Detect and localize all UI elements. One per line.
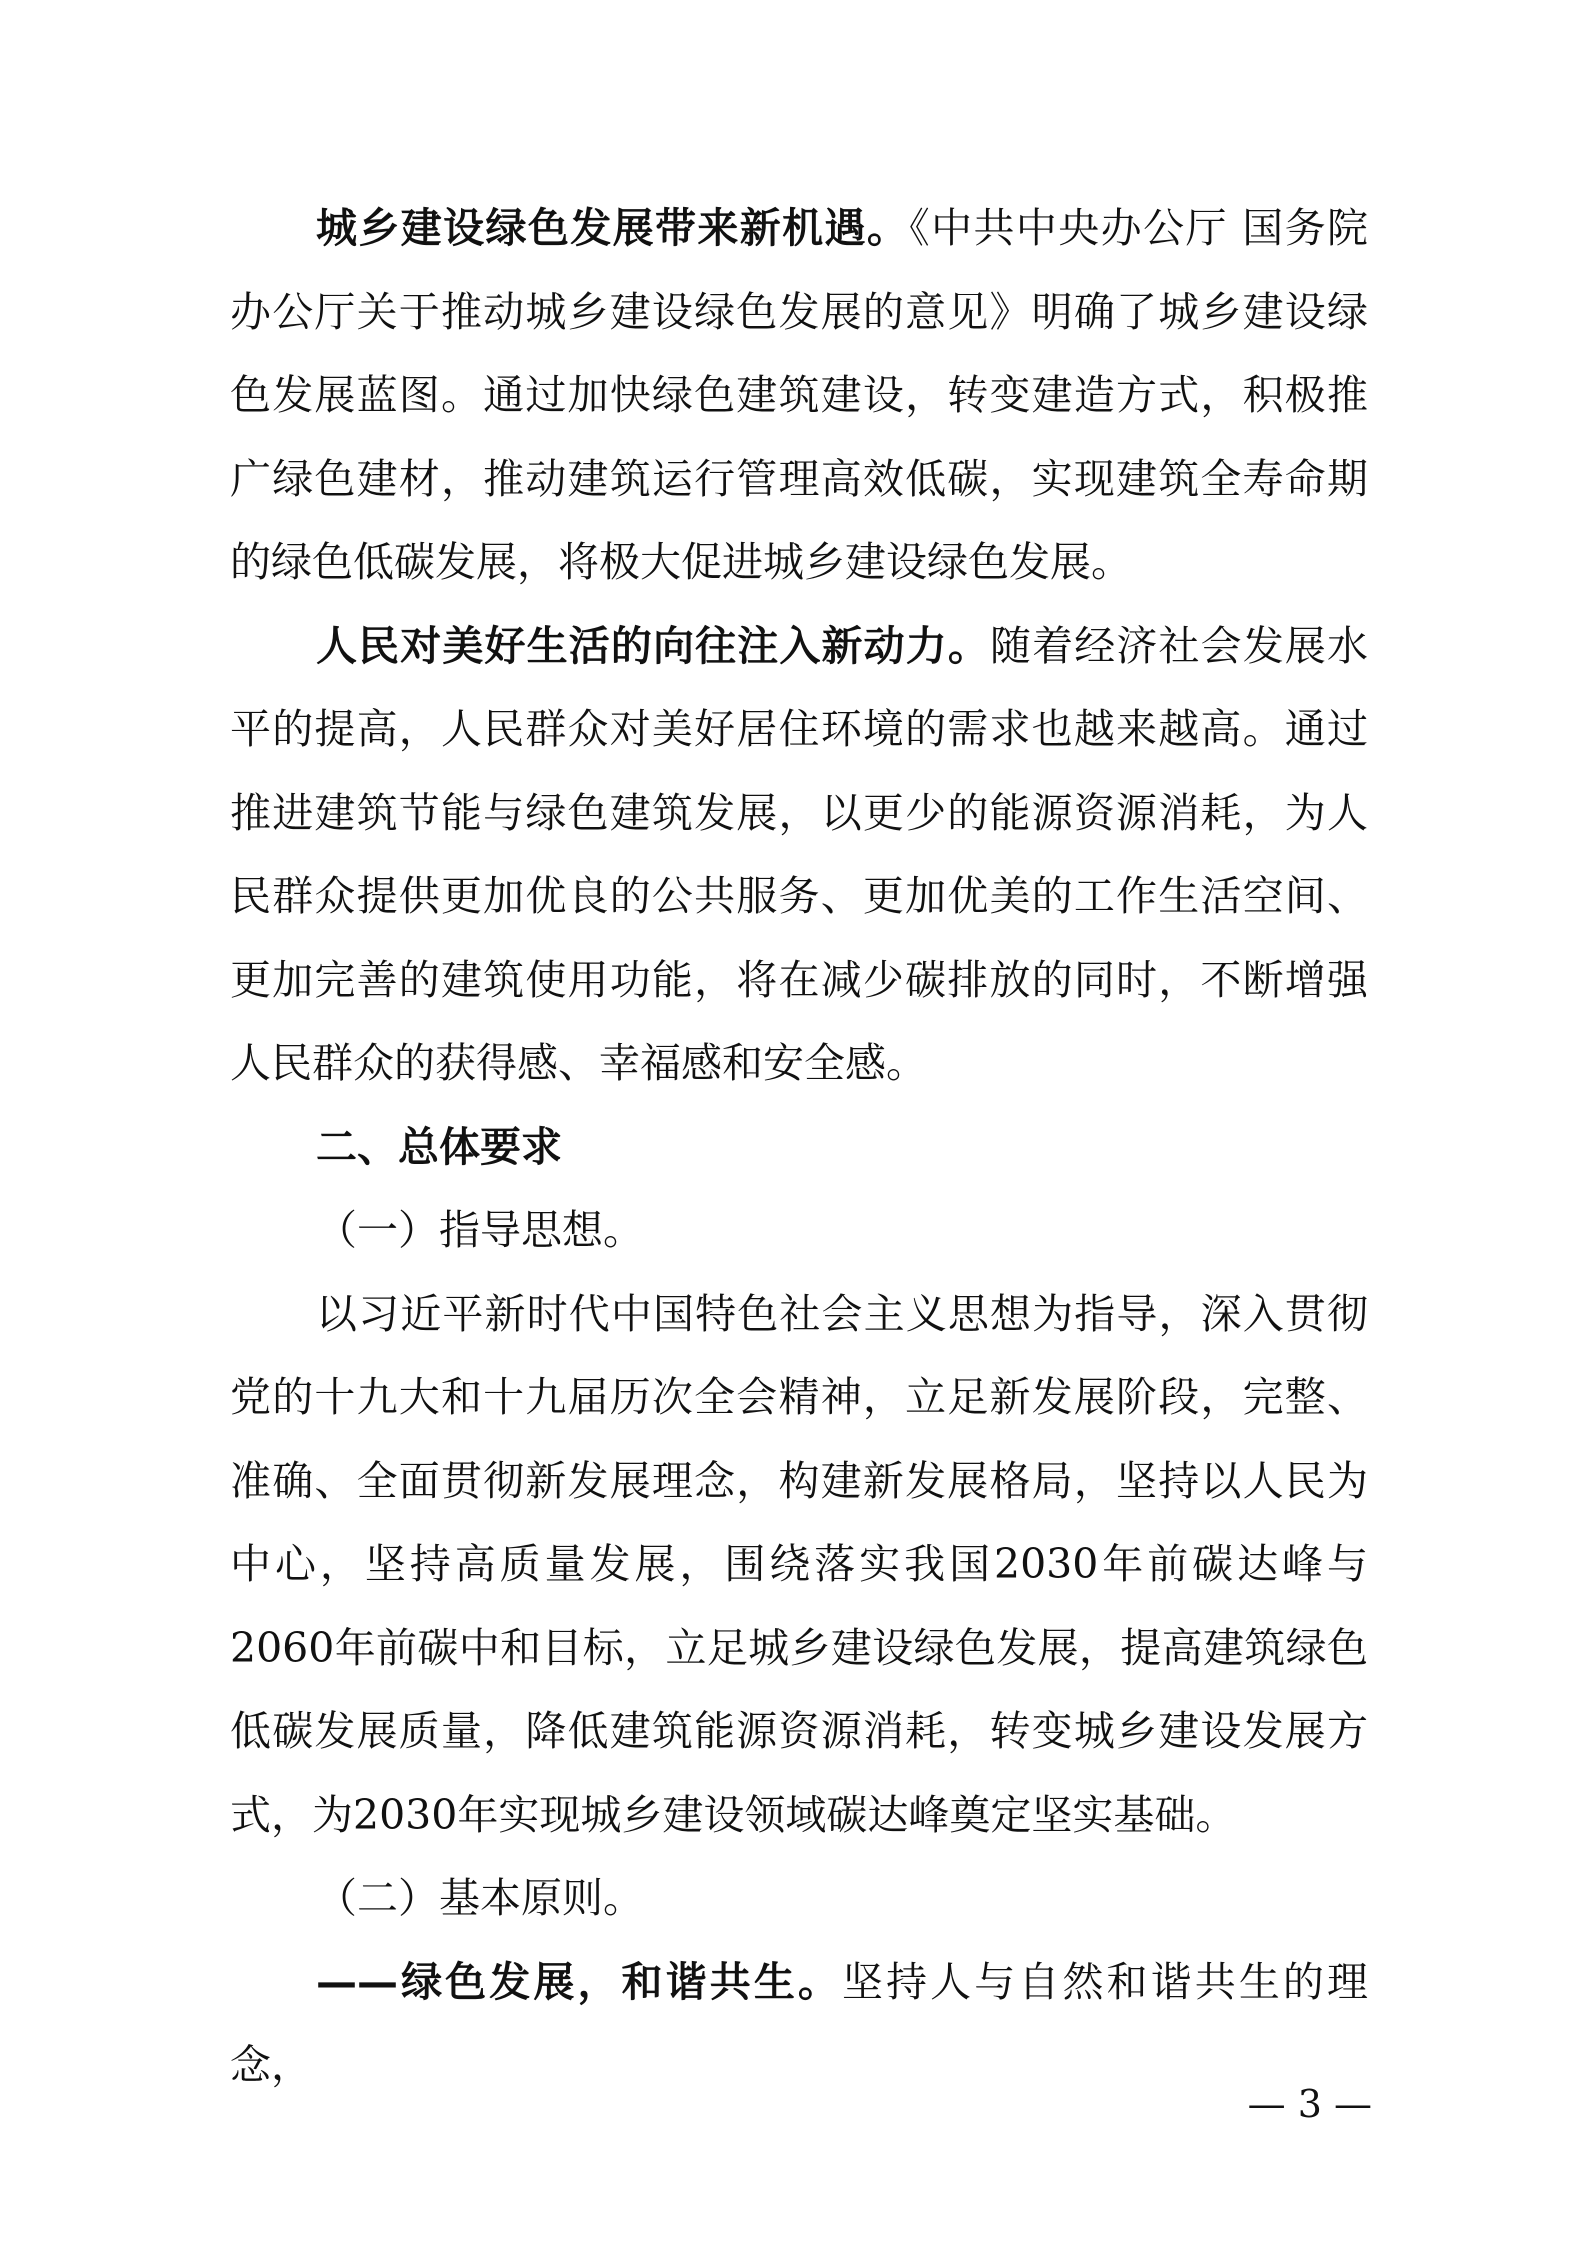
paragraph-lead: 人民对美好生活的向往注入新动力。	[316, 621, 990, 670]
subsection-heading-basic-principles: （二）基本原则。	[316, 1874, 644, 1922]
subsection-heading-guiding-ideology: （一）指导思想。	[316, 1206, 644, 1254]
paragraph-people-aspiration	[230, 605, 1368, 1106]
paragraph-green-development-opportunity	[230, 187, 1368, 605]
paragraph-guiding-ideology: 以习近平新时代中国特色社会主义思想为指导，深入贯彻党的十九大和十九届历次全会精神，立足新发展阶段，完整、准确、全面贯彻新发展理念，构建新发展格局，坚持以人民为中心，坚持高质量发展，围绕落实我国2030年前碳达峰与2060年前碳中和目标，立足城乡建设绿色发展，提高建筑绿色低碳发展质量，降低建筑能源资源消耗，转变城乡建设发展方式，为2030年实现城乡建设领域碳达峰奠定坚实基础。	[230, 1289, 1368, 1839]
paragraph-principle-green	[230, 1941, 1368, 2108]
document-body	[230, 187, 1368, 2108]
paragraph-text: 《中共中央办公厅 国务院办公厅关于推动城乡建设绿色发展的意见》明确了城乡建设绿色发展蓝图。通过加快绿色建筑建设，转变建造方式，积极推广绿色建材，推动建筑运行管理高效低碳，实现建筑全寿命期的绿色低碳发展，将极大促进城乡建设绿色发展。	[230, 204, 1368, 586]
paragraph-text: 随着经济社会发展水平的提高，人民群众对美好居住环境的需求也越来越高。通过推进建筑节能与绿色建筑发展，以更少的能源资源消耗，为人民群众提供更加优良的公共服务、更加优美的工作生活空间、更加完善的建筑使用功能，将在减少碳排放的同时，不断增强人民群众的获得感、幸福感和安全感。	[230, 621, 1368, 1087]
principle-lead: ——绿色发展，和谐共生。	[316, 1957, 842, 2006]
page-number: — 3 —	[1247, 2082, 1372, 2126]
section-heading: 二、总体要求	[316, 1122, 562, 1171]
paragraph-lead: 城乡建设绿色发展带来新机遇。	[316, 204, 910, 252]
principle-text: 坚持人与自然和谐共生的理念，	[230, 1957, 1368, 2089]
